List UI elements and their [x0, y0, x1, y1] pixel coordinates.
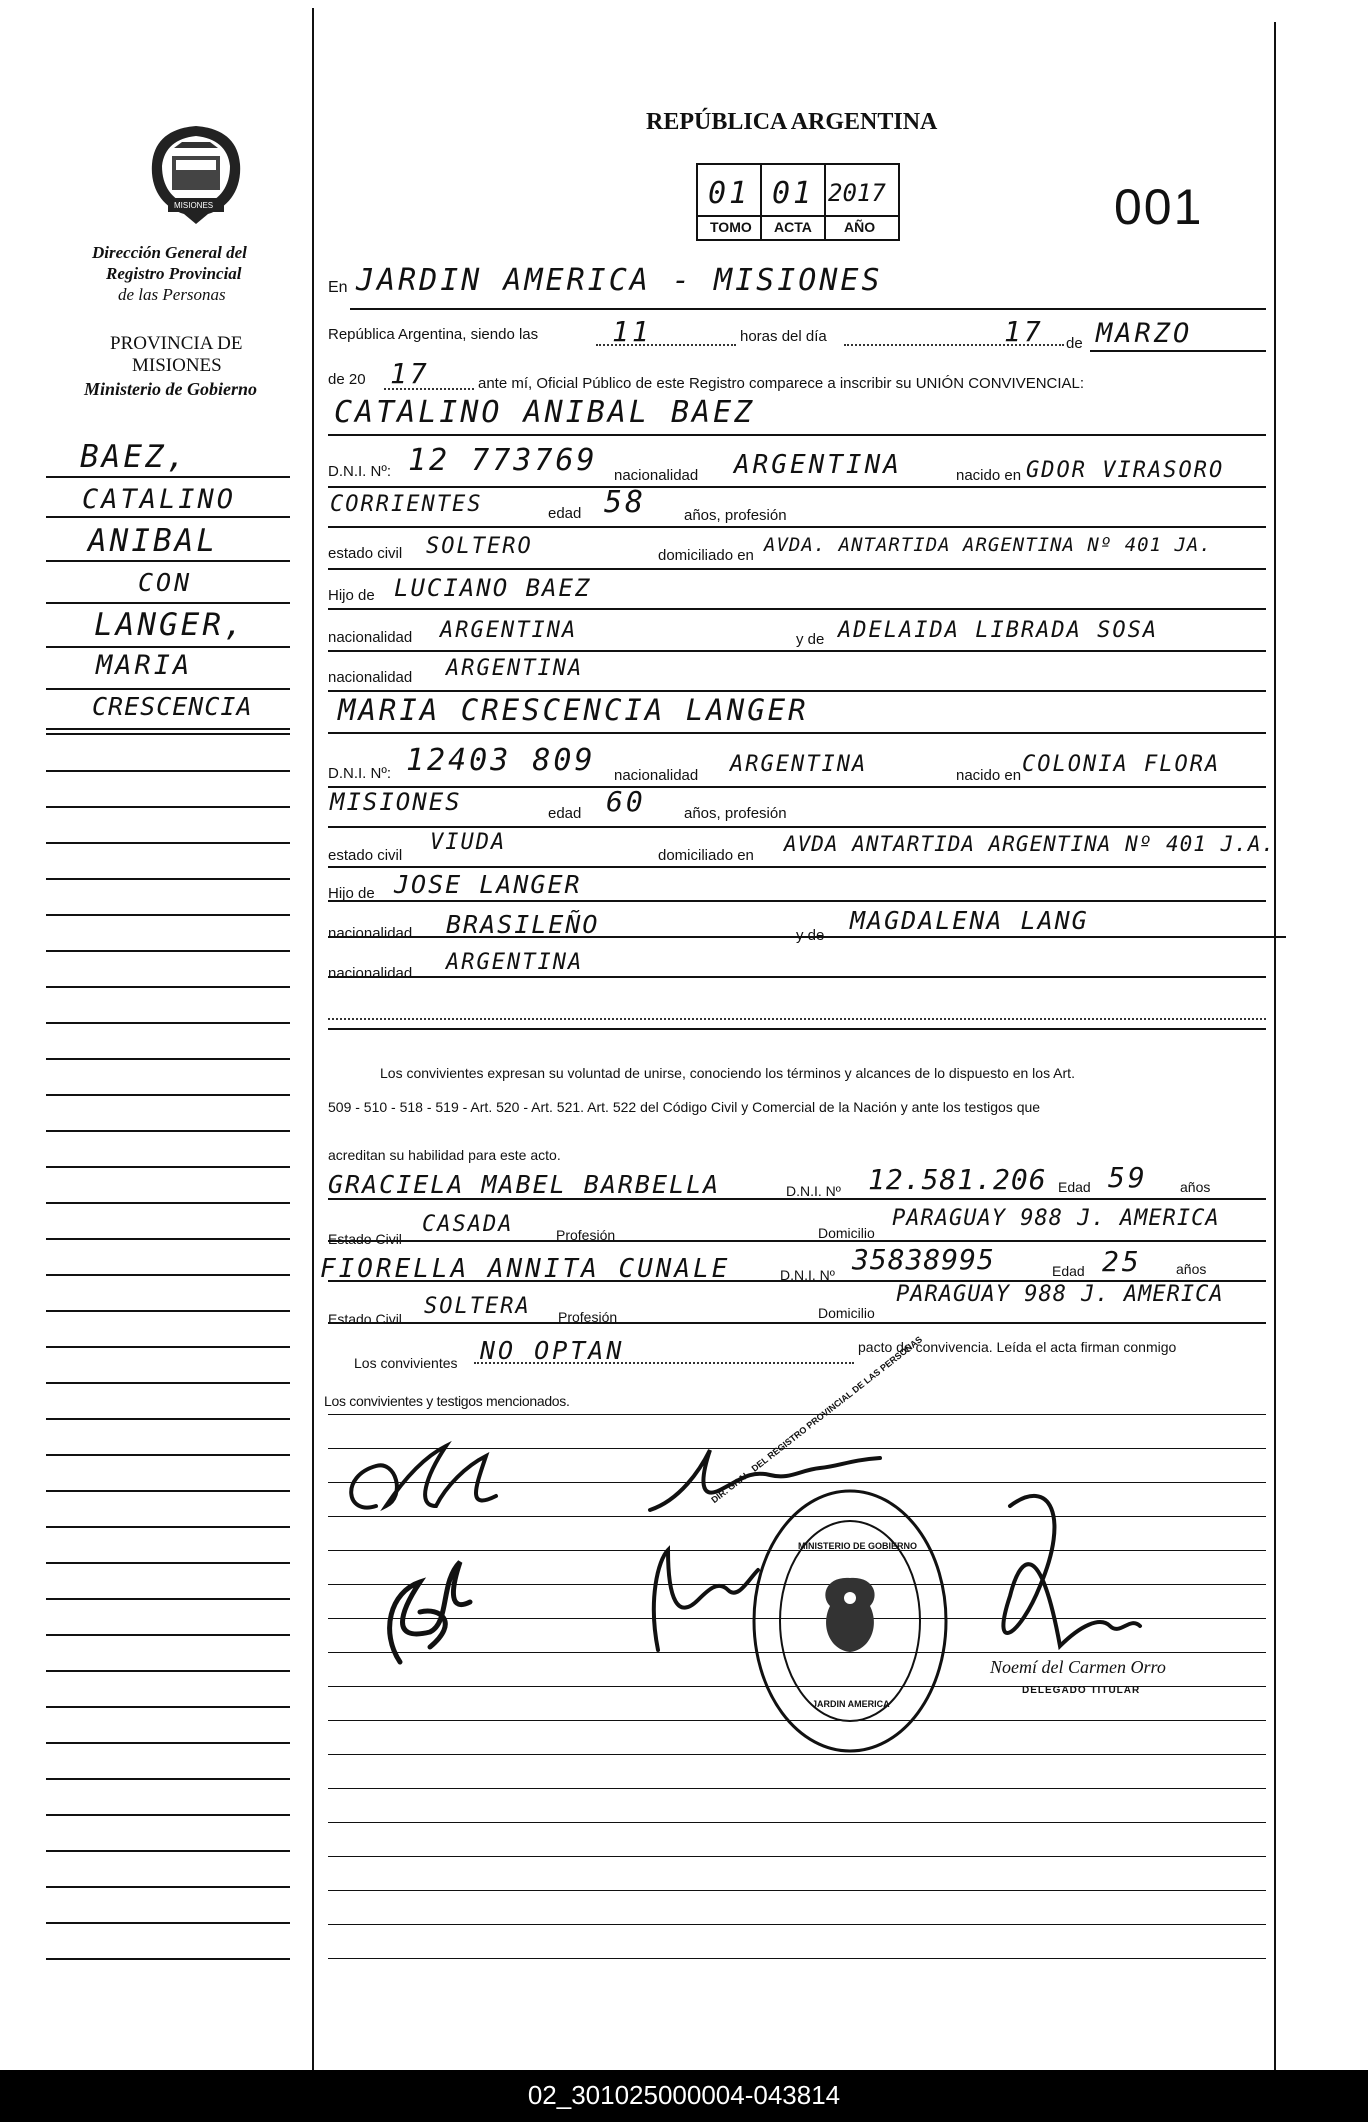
person2-hijo-line [328, 900, 1266, 902]
person2-born: COLONIA FLORA [1022, 752, 1221, 777]
margin-line [46, 1490, 290, 1492]
person2-mother: MAGDALENA LANG [850, 906, 1089, 935]
pact-line [474, 1362, 854, 1364]
person1-civil-label: estado civil [328, 545, 403, 562]
person1-name-line [328, 434, 1266, 436]
day-line [844, 344, 1064, 346]
margin-line [46, 914, 290, 916]
margin-line [46, 1274, 290, 1276]
signature-4 [638, 1540, 768, 1660]
margin-line [46, 878, 290, 880]
officer-signature [980, 1476, 1180, 1676]
person2-nac-label: nacionalidad [614, 767, 699, 784]
person1-nac2-label: nacionalidad [328, 629, 413, 646]
stamp-ring-text: DIR. GRAL. DEL REGISTRO PROVINCIAL DE LAS PERSONAS [709, 1334, 925, 1506]
margin-line [46, 560, 290, 562]
margin-line [46, 1454, 290, 1456]
person2-dni: 12403 809 [406, 743, 596, 778]
margin-line [46, 986, 290, 988]
witness2-dom-label: Domicilio [818, 1305, 875, 1321]
agency-line1: Dirección General del [92, 243, 247, 262]
witness2-prof-label: Profesión [558, 1309, 618, 1325]
witness2-anos-label: años [1176, 1261, 1207, 1277]
hour-line [596, 344, 736, 346]
document-title: REPÚBLICA ARGENTINA [646, 109, 938, 135]
witness2-civil: SOLTERA [424, 1294, 531, 1319]
place-value: JARDIN AMERICA - MISIONES [356, 263, 883, 298]
person2-civil-label: estado civil [328, 847, 403, 864]
margin-line [46, 1958, 290, 1960]
person2-hijo-label: Hijo de [328, 885, 375, 902]
ministry-line: Ministerio de Gobierno [84, 379, 258, 399]
tomo-label: TOMO [710, 219, 752, 235]
person2-civil: VIUDA [430, 830, 507, 855]
person2-nac2-label: nacionalidad [328, 925, 413, 942]
record-box-sep2 [824, 165, 826, 239]
section-divider-line [328, 1028, 1266, 1030]
signature-line [328, 1856, 1266, 1857]
person2-nac3-label: nacionalidad [328, 965, 413, 982]
person2-age: 60 [606, 785, 646, 818]
person2-nac2-line [328, 936, 1286, 938]
person1-age: 58 [604, 485, 647, 520]
witness1-civil-line [328, 1240, 1266, 1242]
person2-nac3-line [328, 976, 1266, 978]
margin-line [46, 733, 290, 735]
agency-line2: Registro Provincial [106, 264, 242, 283]
person1-nac2-line [328, 650, 1266, 652]
person1-born-label: nacido en [956, 467, 1022, 484]
person2-name-line [328, 732, 1266, 734]
person1-father: LUCIANO BAEZ [394, 574, 592, 602]
witness1-dni: 12.581.206 [868, 1163, 1047, 1196]
person1-father-nat: ARGENTINA [440, 618, 578, 643]
year-prefix: de 20 [328, 371, 366, 388]
margin-line [46, 1598, 290, 1600]
person2-born2: MISIONES [330, 788, 462, 816]
person1-name: CATALINO ANIBAL BAEZ [334, 395, 756, 430]
person1-edad-line [328, 526, 1266, 528]
person2-civil-line [328, 866, 1266, 868]
officer-title: DELEGADO TITULAR [1022, 1685, 1141, 1696]
person1-civil: SOLTERO [426, 534, 533, 559]
margin-line [46, 1850, 290, 1852]
signature-line [328, 1924, 1266, 1925]
statement-text: ante mí, Oficial Público de este Registro comparece a inscribir su UNIÓN CONVIVENCIAL: [478, 375, 1085, 392]
person1-domicile: AVDA. ANTARTIDA ARGENTINA Nº 401 JA. [764, 534, 1212, 556]
person1-nationality: ARGENTINA [734, 450, 902, 480]
margin-name-6: MARIA [96, 650, 193, 681]
anio-value: 2017 [828, 179, 886, 207]
person2-dni-label: D.N.I. Nº: [328, 765, 391, 782]
margin-line [46, 1526, 290, 1528]
person1-dni: 12 773769 [408, 443, 598, 478]
signature-line [328, 1788, 1266, 1789]
margin-line [46, 1706, 290, 1708]
margin-line [46, 1202, 290, 1204]
margin-line [46, 1814, 290, 1816]
person2-anos-label: años, profesión [684, 805, 787, 822]
person1-mother-nat: ARGENTINA [446, 656, 584, 681]
person2-nationality: ARGENTINA [730, 752, 868, 777]
margin-line [46, 1418, 290, 1420]
margin-line [46, 1634, 290, 1636]
witness2-dni-label: D.N.I. Nº [780, 1267, 835, 1283]
witness1-edad-label: Edad [1058, 1179, 1091, 1195]
record-box-divider [698, 215, 898, 217]
clause-line3: acreditan su habilidad para este acto. [328, 1147, 561, 1163]
witness1-domicile: PARAGUAY 988 J. AMERICA [892, 1206, 1220, 1231]
margin-name-1: BAEZ, [80, 439, 189, 475]
acta-label: ACTA [774, 219, 812, 235]
margin-line [46, 1238, 290, 1240]
anio-label: AÑO [844, 219, 876, 235]
margin-line [46, 1346, 290, 1348]
person1-edad-label: edad [548, 505, 582, 522]
person1-civil-line [328, 568, 1266, 570]
margin-name-4: CON [138, 568, 193, 597]
person1-anos-label: años, profesión [684, 507, 787, 524]
signature-2 [360, 1552, 490, 1672]
person1-dni-line [328, 486, 1266, 488]
de-label: de [1066, 335, 1083, 352]
person1-nac3-line [328, 690, 1266, 692]
month-value: MARZO [1096, 318, 1193, 349]
province-line2: MISIONES [132, 355, 222, 376]
person1-hijo-label: Hijo de [328, 587, 375, 604]
person1-dni-label: D.N.I. Nº: [328, 463, 391, 480]
person1-hijo-line [328, 608, 1266, 610]
margin-line [46, 1310, 290, 1312]
margin-line [46, 1886, 290, 1888]
en-label: En [328, 279, 348, 296]
margin-name-7: CRESCENCIA [92, 692, 253, 721]
margin-line [46, 1130, 290, 1132]
person2-father: JOSE LANGER [394, 870, 582, 899]
person2-yde-label: y de [796, 927, 825, 944]
day-value: 17 [1004, 315, 1044, 348]
right-frame-line [1274, 22, 1276, 2070]
footer-bar [0, 2070, 1368, 2122]
margin-line [46, 1562, 290, 1564]
month-line [1090, 350, 1266, 352]
page-number: 001 [1114, 179, 1204, 235]
seal-label: MISIONES [174, 201, 214, 210]
person1-nac-label: nacionalidad [614, 467, 699, 484]
margin-line [46, 476, 290, 478]
person2-dni-line [328, 786, 1266, 788]
margin-name-3: ANIBAL [88, 523, 218, 559]
footer-code: 02_301025000004-043814 [527, 2080, 841, 2110]
witness2-name: FIORELLA ANNITA CUNALE [320, 1254, 731, 1284]
margin-name-5: LANGER, [94, 607, 246, 643]
witness2-edad-label: Edad [1052, 1263, 1085, 1279]
place-line [350, 308, 1266, 310]
pact-label: Los convivientes [354, 1355, 458, 1371]
officer-name: Noemí del Carmen Orro [990, 1657, 1166, 1677]
stamp-inner-text: MINISTERIO DE GOBIERNO [798, 1541, 918, 1551]
person1-mother: ADELAIDA LIBRADA SOSA [838, 618, 1159, 643]
person1-dom-label: domiciliado en [658, 547, 754, 564]
witness2-civil-label: Estado Civil [328, 1311, 402, 1327]
record-box [696, 163, 900, 241]
person2-edad-label: edad [548, 805, 582, 822]
margin-line [46, 516, 290, 518]
clause-line2: 509 - 510 - 518 - 519 - Art. 520 - Art. 521. Art. 522 del Código Civil y Comercial de la Nación y ante los testigos que [328, 1099, 1041, 1115]
stamp-bottom-text: JARDIN AMERICA [812, 1699, 890, 1709]
witness1-age: 59 [1108, 1161, 1148, 1194]
person2-mother-nat: ARGENTINA [446, 950, 584, 975]
person2-dom-label: domiciliado en [658, 847, 754, 864]
witness1-prof-label: Profesión [556, 1227, 616, 1243]
margin-line [46, 728, 290, 730]
official-stamp [709, 1334, 950, 1756]
witness1-dom-label: Domicilio [818, 1225, 875, 1241]
person2-edad-line [328, 826, 1266, 828]
signature-line [328, 1414, 1266, 1415]
witness1-name: GRACIELA MABEL BARBELLA [328, 1170, 721, 1199]
margin-line [46, 646, 290, 648]
signature-line [328, 1958, 1266, 1959]
margin-line [46, 950, 290, 952]
horas-label: horas del día [740, 328, 827, 345]
margin-line [46, 1022, 290, 1024]
person1-yde-label: y de [796, 631, 825, 648]
acta-value: 01 [772, 176, 815, 211]
witness1-civil-label: Estado Civil [328, 1231, 402, 1247]
witness1-dni-label: D.N.I. Nº [786, 1183, 841, 1199]
year-line [384, 388, 474, 390]
clause-line1: Los convivientes expresan su voluntad de unirse, conociendo los términos y alcances de lo dispuesto en los Art. [380, 1065, 1075, 1081]
margin-line [46, 1382, 290, 1384]
witness2-domicile: PARAGUAY 988 J. AMERICA [896, 1282, 1224, 1307]
republica-label: República Argentina, siendo las [328, 326, 539, 343]
margin-line [46, 602, 290, 604]
blank-dotted-line [328, 1018, 1266, 1020]
margin-line [46, 688, 290, 690]
record-box-sep1 [760, 165, 762, 239]
margin-line [46, 806, 290, 808]
person2-born-label: nacido en [956, 767, 1022, 784]
tomo-value: 01 [708, 176, 751, 211]
person1-born2: CORRIENTES [330, 492, 483, 517]
signature-line [328, 1890, 1266, 1891]
year-value: 17 [390, 357, 430, 390]
hour-value: 11 [612, 315, 652, 348]
margin-line [46, 1058, 290, 1060]
pact-value: NO OPTAN [480, 1336, 625, 1365]
pact-rest: pacto de convivencia. Leída el acta firman conmigo [858, 1339, 1177, 1355]
margin-line [46, 1166, 290, 1168]
margin-line [46, 1922, 290, 1924]
pact-line2: Los convivientes y testigos mencionados. [324, 1393, 570, 1409]
margin-line [46, 1778, 290, 1780]
margin-line [46, 1670, 290, 1672]
agency-line3: de las Personas [118, 285, 226, 304]
witness1-civil: CASADA [422, 1212, 514, 1237]
margin-line [46, 1742, 290, 1744]
province-line1: PROVINCIA DE [110, 333, 243, 354]
margin-line [46, 842, 290, 844]
person2-name: MARIA CRESCENCIA LANGER [338, 693, 809, 727]
witness2-civil-line [328, 1322, 1266, 1324]
margin-line [46, 1094, 290, 1096]
margin-line [46, 770, 290, 772]
person2-domicile: AVDA ANTARTIDA ARGENTINA Nº 401 J.A. [784, 832, 1276, 856]
person1-born: GDOR VIRASORO [1026, 458, 1225, 483]
witness2-age: 25 [1102, 1245, 1142, 1278]
left-frame-line [312, 8, 314, 2070]
witness2-dni: 35838995 [852, 1243, 995, 1276]
signature-1 [336, 1436, 506, 1526]
signature-line [328, 1822, 1266, 1823]
witness1-name-line [328, 1198, 1266, 1200]
witness1-anos-label: años [1180, 1179, 1211, 1195]
person1-nac3-label: nacionalidad [328, 669, 413, 686]
margin-name-2: CATALINO [82, 484, 237, 515]
person2-father-nat: BRASILEÑO [446, 910, 600, 939]
coat-of-arms-icon [140, 120, 252, 232]
